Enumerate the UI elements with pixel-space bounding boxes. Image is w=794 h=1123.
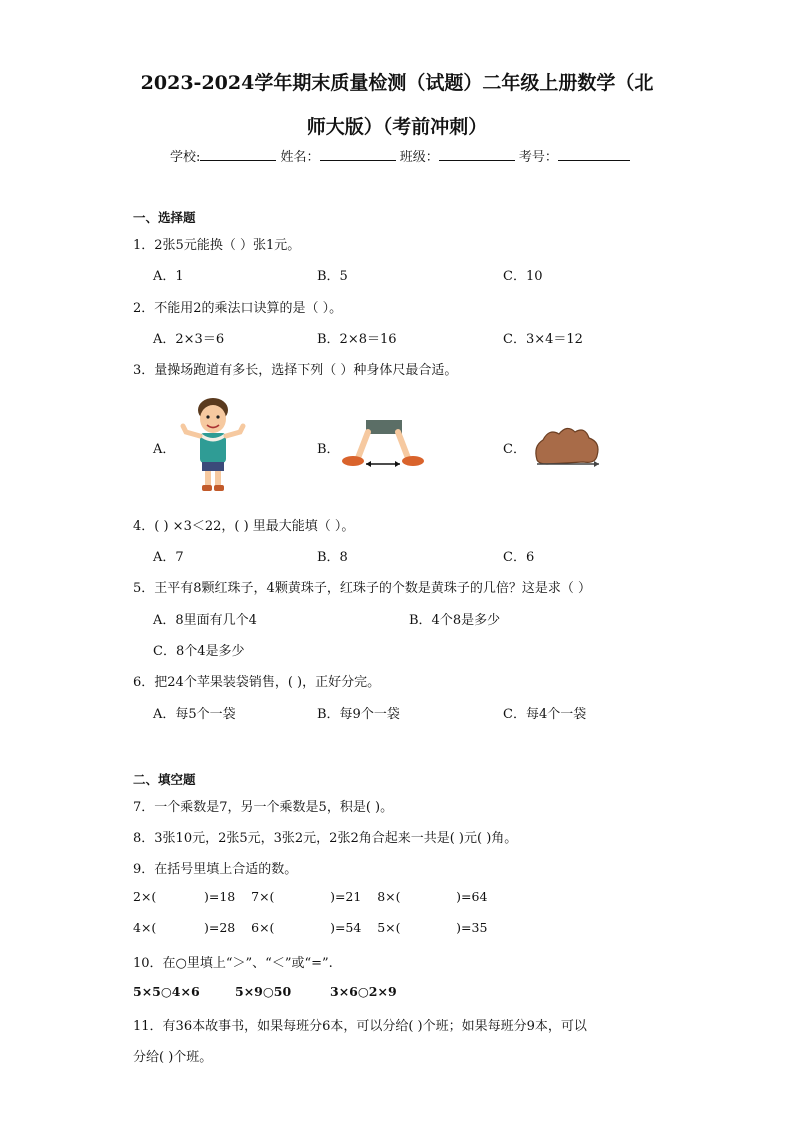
question-10: 10．在○里填上“＞”、“＜”或“=”. bbox=[133, 956, 333, 971]
q9-row-1: 2×( )=18 7×( )=21 8×( )=64 bbox=[133, 889, 488, 904]
name-blank[interactable] bbox=[320, 147, 396, 161]
question-11-line1: 11．有36本故事书，如果每班分6本，可以分给( )个班；如果每班分9本，可以 bbox=[133, 1019, 587, 1034]
section-title-fill-in: 二、填空题 bbox=[133, 772, 196, 787]
question-6: 6．把24个苹果装袋销售，( )，正好分完。 bbox=[133, 675, 381, 690]
stride-legs-image[interactable] bbox=[340, 420, 426, 470]
q1-option-b[interactable]: B．5 bbox=[317, 269, 348, 284]
section-title-choice: 一、选择题 bbox=[133, 210, 196, 225]
number-label: 考号： bbox=[518, 150, 558, 165]
question-1: 1．2张5元能换（ ）张1元。 bbox=[133, 238, 301, 253]
class-label: 班级： bbox=[399, 150, 439, 165]
question-7: 7．一个乘数是7，另一个乘数是5，积是( )。 bbox=[133, 800, 394, 815]
question-11-line2: 分给( )个班。 bbox=[133, 1050, 213, 1065]
q2-option-b[interactable]: B．2×8＝16 bbox=[317, 332, 397, 347]
hand-span-image[interactable] bbox=[527, 420, 607, 468]
q3-option-b[interactable]: B． bbox=[317, 442, 340, 457]
q3-option-c[interactable]: C． bbox=[503, 442, 526, 457]
q10-item-3: 3×6○2×9 bbox=[330, 984, 397, 999]
q1-option-c[interactable]: C．10 bbox=[503, 269, 543, 284]
q3-option-a[interactable]: A． bbox=[153, 442, 176, 457]
number-blank[interactable] bbox=[558, 147, 630, 161]
school-label: 学校: bbox=[170, 150, 201, 165]
arm-span-boy-image[interactable] bbox=[180, 392, 246, 494]
q4-option-b[interactable]: B．8 bbox=[317, 550, 348, 565]
q6-option-b[interactable]: B．每9个一袋 bbox=[317, 707, 400, 722]
q4-option-a[interactable]: A．7 bbox=[153, 550, 184, 565]
q10-item-2: 5×9○50 bbox=[235, 984, 292, 999]
question-3: 3．量操场跑道有多长，选择下列（ ）种身体尺最合适。 bbox=[133, 363, 458, 378]
question-4: 4．( ) ×3＜22，( ) 里最大能填（ ）。 bbox=[133, 519, 355, 534]
q5-option-a[interactable]: A．8里面有几个4 bbox=[153, 613, 257, 628]
q1-option-a[interactable]: A．1 bbox=[153, 269, 184, 284]
q6-option-a[interactable]: A．每5个一袋 bbox=[153, 707, 236, 722]
q2-option-c[interactable]: C．3×4＝12 bbox=[503, 332, 583, 347]
q9-row-2: 4×( )=28 6×( )=54 5×( )=35 bbox=[133, 920, 488, 935]
student-info bbox=[170, 146, 630, 165]
question-9: 9．在括号里填上合适的数。 bbox=[133, 862, 298, 877]
q2-option-a[interactable]: A．2×3＝6 bbox=[153, 332, 225, 347]
page-title-line2: 师大版）（考前冲刺） bbox=[306, 116, 488, 138]
question-5: 5．王平有8颗红珠子，4颗黄珠子，红珠子的个数是黄珠子的几倍？这是求（ ） bbox=[133, 581, 591, 596]
q5-option-b[interactable]: B．4个8是多少 bbox=[409, 613, 501, 628]
q10-item-1: 5×5○4×6 bbox=[133, 984, 200, 999]
class-blank[interactable] bbox=[439, 147, 515, 161]
name-label: 姓名： bbox=[280, 150, 320, 165]
q4-option-c[interactable]: C．6 bbox=[503, 550, 535, 565]
question-2: 2．不能用2的乘法口诀算的是（ ）。 bbox=[133, 301, 343, 316]
question-8: 8．3张10元，2张5元，3张2元，2张2角合起来一共是( )元( )角。 bbox=[133, 831, 518, 846]
q5-option-c[interactable]: C．8个4是多少 bbox=[153, 644, 245, 659]
school-blank[interactable] bbox=[200, 147, 276, 161]
q6-option-c[interactable]: C．每4个一袋 bbox=[503, 707, 587, 722]
page-title-line1: 2023-2024学年期末质量检测（试题）二年级上册数学（北 bbox=[140, 72, 654, 94]
